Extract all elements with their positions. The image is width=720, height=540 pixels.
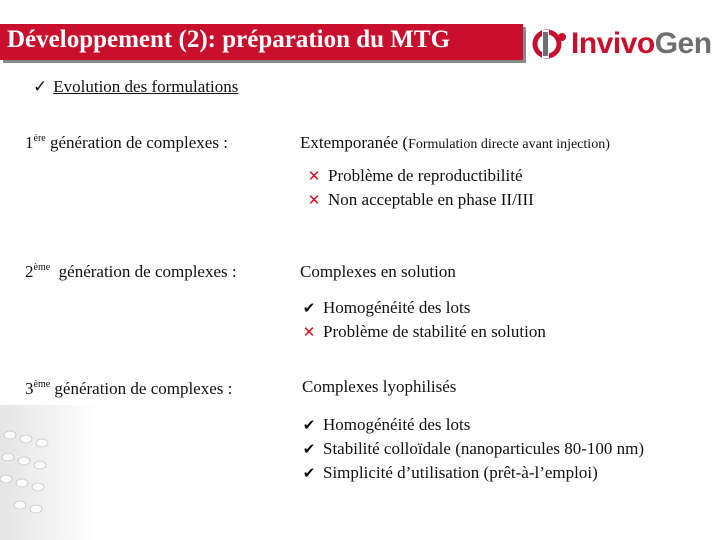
section-heading-text: Evolution des formulations xyxy=(53,77,239,96)
generation-3-description: Complexes lyophilisés xyxy=(302,377,457,396)
generation-1-point: ✕ Problème de reproductibilité xyxy=(305,166,523,186)
generation-3-point: ✔ Stabilité colloïdale (nanoparticules 80-100 nm) xyxy=(300,439,644,459)
logo-mark-icon xyxy=(531,26,569,62)
logo-wordmark: InvivoGen xyxy=(571,27,712,60)
check-icon: ✔ xyxy=(302,299,316,317)
checkmark-icon: ✓ xyxy=(33,77,48,96)
lab-plate-decoration xyxy=(0,405,100,540)
generation-2-point: ✕ Problème de stabilité en solution xyxy=(300,322,546,342)
check-icon: ✔ xyxy=(302,416,316,434)
cross-icon: ✕ xyxy=(307,167,321,185)
generation-2-label: 2ème génération de complexes : xyxy=(25,262,237,281)
title-banner xyxy=(0,24,523,60)
section-heading xyxy=(33,77,238,97)
generation-3-point: ✔ Homogénéité des lots xyxy=(300,415,470,435)
cross-icon: ✕ xyxy=(302,323,316,341)
cross-icon: ✕ xyxy=(307,191,321,209)
generation-1-label: 1ère génération de complexes : xyxy=(25,133,228,152)
generation-2-description: Complexes en solution xyxy=(300,262,456,281)
slide-title: Développement (2): préparation du MTG xyxy=(7,26,451,53)
check-icon: ✔ xyxy=(302,464,316,482)
generation-1-point: ✕ Non acceptable en phase II/III xyxy=(305,190,534,210)
generation-3-label: 3ème génération de complexes : xyxy=(25,379,233,398)
generation-2-point: ✔ Homogénéité des lots xyxy=(300,298,470,318)
check-icon: ✔ xyxy=(302,440,316,458)
generation-1-description: Extemporanée (Formulation directe avant injection) xyxy=(300,133,610,152)
generation-3-point: ✔ Simplicité d’utilisation (prêt-à-l’emploi) xyxy=(300,463,598,483)
invivogen-logo xyxy=(531,24,712,64)
